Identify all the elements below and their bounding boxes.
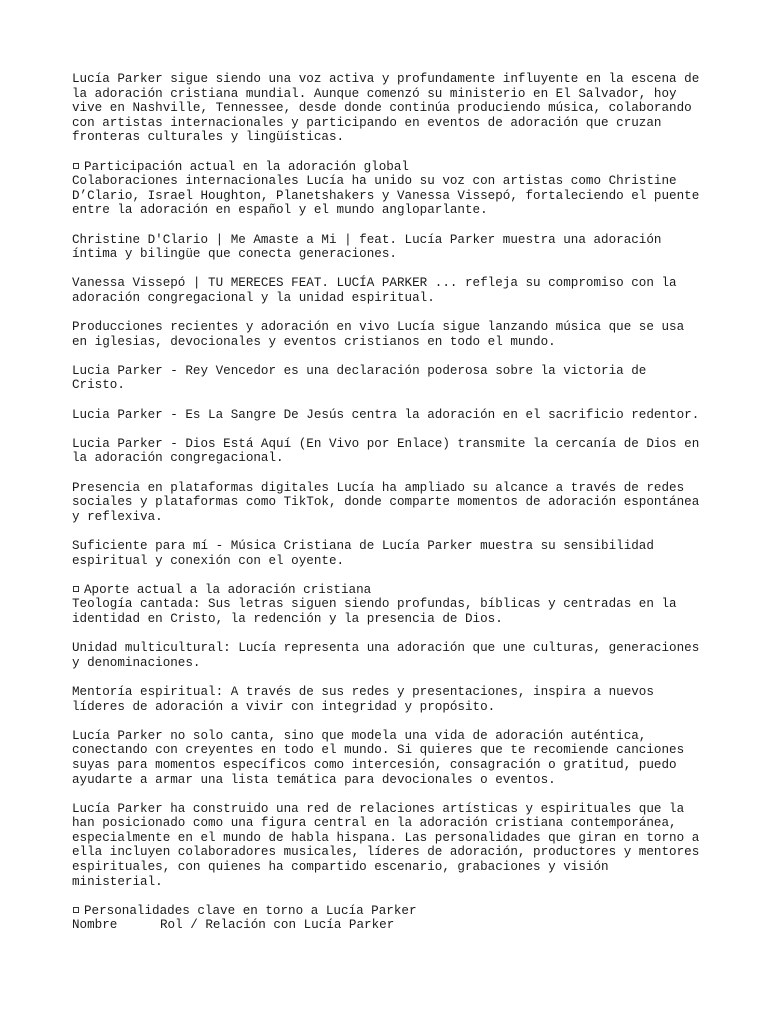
section-heading-text: Aporte actual a la adoración cristiana: [84, 582, 372, 597]
square-bullet-icon: [73, 907, 79, 913]
paragraph-sangre: Lucia Parker - Es La Sangre De Jesús centra la adoración en el sacrificio redentor.: [72, 407, 700, 422]
paragraph-modela: Lucía Parker no solo canta, sino que modela una vida de adoración auténtica, conectando con creyentes en todo el mundo. Si quieres que te recomiende canciones suyas para momentos específicos como intercesión, consagración o gratitud, puedo ayudarte a armar una lista temática para devocionales o eventos.: [72, 728, 685, 787]
table-header-rol: Rol / Relación con Lucía Parker: [160, 918, 395, 933]
paragraph-christine: Christine D'Clario | Me Amaste a Mi | feat. Lucía Parker muestra una adoración íntima y bilingüe que conecta generaciones.: [72, 232, 662, 262]
paragraph-unidad: Unidad multicultural: Lucía representa una adoración que une culturas, generaciones y denominaciones.: [72, 641, 700, 670]
section-heading-text: Participación actual en la adoración global: [84, 159, 409, 174]
paragraph-mentoria: Mentoría espiritual: A través de sus redes y presentaciones, inspira a nuevos líderes de adoración a vivir con integridad y propósito.: [72, 684, 654, 714]
paragraph-colaboraciones: Colaboraciones internacionales Lucía ha unido su voz con artistas como Christine D’Clario, Israel Houghton, Planetshakers y Vanessa Vissepó, fortaleciendo el puente entre la adoración en español y el mundo angloparlante.: [72, 174, 700, 218]
paragraph-intro: Lucía Parker sigue siendo una voz activa y profundamente influyente en la escena de la adoración cristiana mundial. Aunque comenzó su ministerio en El Salvador, hoy vive en Nashville, Tennessee, desde donde continúa produciendo música, colaborando con artistas internacionales y participando en eventos de adoración que cruzan fronteras culturales y lingüísticas.: [72, 72, 700, 145]
paragraph-red-relaciones: Lucía Parker ha construido una red de relaciones artísticas y espirituales que la han posicionado como una figura central en la adoración cristiana contemporánea, especialmente en el mundo de habla hispana. Las personalidades que giran en torno a ella incluyen colaboradores musicales, líderes de adoración, productores y mentores espirituales, con quienes ha compartido escenario, grabaciones y visión ministerial.: [72, 801, 700, 889]
section-heading-aporte: [72, 583, 712, 598]
section-heading-participacion: [72, 160, 712, 175]
paragraph-suficiente: Suficiente para mí - Música Cristiana de Lucía Parker muestra su sensibilidad espiritual y conexión con el oyente.: [72, 539, 654, 568]
table-header-row: [72, 918, 712, 933]
paragraph-plataformas: Presencia en plataformas digitales Lucía ha ampliado su alcance a través de redes sociales y plataformas como TikTok, donde comparte momentos de adoración espontánea y reflexiva.: [72, 480, 700, 524]
table-header-nombre: Nombre: [72, 918, 118, 933]
section-heading-text: Personalidades clave en torno a Lucía Parker: [84, 903, 417, 918]
square-bullet-icon: [73, 163, 79, 169]
paragraph-rey-vencedor: Lucia Parker - Rey Vencedor es una declaración poderosa sobre la victoria de Cristo.: [72, 363, 647, 393]
paragraph-producciones: Producciones recientes y adoración en vivo Lucía sigue lanzando música que se usa en iglesias, devocionales y eventos cristianos en todo el mundo.: [72, 320, 685, 349]
document-body: [72, 72, 712, 933]
section-heading-personalidades: [72, 904, 712, 919]
paragraph-vanessa: Vanessa Vissepó | TU MERECES FEAT. LUCÍA PARKER ... refleja su compromiso con la adoración congregacional y la unidad espiritual.: [72, 276, 677, 305]
square-bullet-icon: [73, 586, 79, 592]
paragraph-teologia: Teología cantada: Sus letras siguen siendo profundas, bíblicas y centradas en la identidad en Cristo, la redención y la presencia de Dios.: [72, 597, 677, 626]
paragraph-dios-esta-aqui: Lucia Parker - Dios Está Aquí (En Vivo por Enlace) transmite la cercanía de Dios en la adoración congregacional.: [72, 436, 700, 466]
